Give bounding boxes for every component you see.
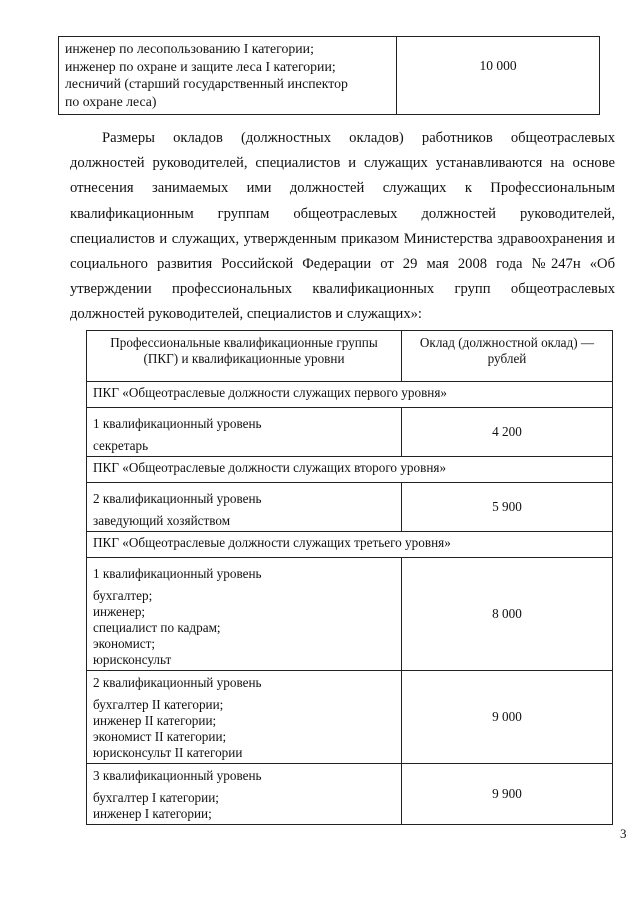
header-groups: Профессиональные квалификационные группы (ПКГ) и квалификационные уровни bbox=[87, 331, 402, 382]
page-number: 3 bbox=[620, 826, 627, 841]
position-item: бухгалтер; bbox=[93, 588, 153, 603]
table-row bbox=[87, 764, 613, 825]
position-line: инженер по лесопользованию I категории; bbox=[65, 41, 314, 56]
level-label: 1 квалификационный уровень bbox=[93, 566, 262, 581]
position-item: заведующий хозяйством bbox=[93, 513, 231, 528]
position-cell bbox=[59, 37, 397, 115]
level-cell bbox=[87, 408, 402, 457]
salary-cell: 5 900 bbox=[402, 483, 613, 532]
table-row bbox=[87, 483, 613, 532]
position-item: инженер; bbox=[93, 604, 146, 619]
table-header-row bbox=[87, 331, 613, 382]
position-item: инженер II категории; bbox=[93, 713, 217, 728]
level-label: 3 квалификационный уровень bbox=[93, 768, 262, 783]
position-item: специалист по кадрам; bbox=[93, 620, 221, 635]
group-row bbox=[87, 382, 613, 408]
group-title: ПКГ «Общеотраслевые должности служащих второго уровня» bbox=[87, 457, 613, 483]
position-item: экономист II категории; bbox=[93, 729, 227, 744]
level-label: 1 квалификационный уровень bbox=[93, 416, 262, 431]
salary-cell: 9 000 bbox=[402, 671, 613, 764]
position-item: инженер I категории; bbox=[93, 806, 212, 821]
position-item: юрисконсульт bbox=[93, 652, 172, 667]
table-row bbox=[59, 37, 600, 115]
group-title: ПКГ «Общеотраслевые должности служащих третьего уровня» bbox=[87, 532, 613, 558]
group-row bbox=[87, 457, 613, 483]
top-fragment-table bbox=[58, 36, 600, 115]
table-row bbox=[87, 408, 613, 457]
level-label: 2 квалификационный уровень bbox=[93, 491, 262, 506]
level-label: 2 квалификационный уровень bbox=[93, 675, 262, 690]
position-item: секретарь bbox=[93, 438, 149, 453]
salary-cell: 10 000 bbox=[397, 37, 600, 115]
group-row bbox=[87, 532, 613, 558]
level-cell bbox=[87, 671, 402, 764]
position-line: лесничий (старший государственный инспектор bbox=[65, 76, 348, 91]
level-cell bbox=[87, 558, 402, 671]
level-cell bbox=[87, 483, 402, 532]
salary-cell: 4 200 bbox=[402, 408, 613, 457]
salary-cell: 8 000 bbox=[402, 558, 613, 671]
position-line: инженер по охране и защите леса I категории; bbox=[65, 58, 336, 74]
paragraph-text: Размеры окладов (должностных окладов) работников общеотраслевых должностей руководителей, специалистов и служащих устанавливаются на основе отнесения занимаемых ими должностей служащих к Профессиональным квалификационным группам общеотраслевых должностей руководителей, специалистов и служащих, утвержденным приказом Министерства здравоохранения и социального развития Российской Федерации от 29 мая 2008 года №247н «Об утверждении профессиональных квалификационных групп общеотраслевых должностей руководителей, специалистов и служащих»: bbox=[70, 130, 615, 323]
salary-table bbox=[86, 330, 613, 825]
position-item: экономист; bbox=[93, 636, 156, 651]
header-salary: Оклад (должностной оклад) — рублей bbox=[402, 331, 613, 382]
table-row bbox=[87, 558, 613, 671]
table-row bbox=[87, 671, 613, 764]
position-item: юрисконсульт II категории bbox=[93, 745, 243, 760]
salary-cell: 9 900 bbox=[402, 764, 613, 825]
position-item: бухгалтер II категории; bbox=[93, 697, 224, 712]
position-item: бухгалтер I категории; bbox=[93, 790, 219, 805]
body-paragraph bbox=[70, 126, 615, 328]
position-line: по охране леса) bbox=[65, 93, 157, 109]
level-cell bbox=[87, 764, 402, 825]
group-title: ПКГ «Общеотраслевые должности служащих первого уровня» bbox=[87, 382, 613, 408]
